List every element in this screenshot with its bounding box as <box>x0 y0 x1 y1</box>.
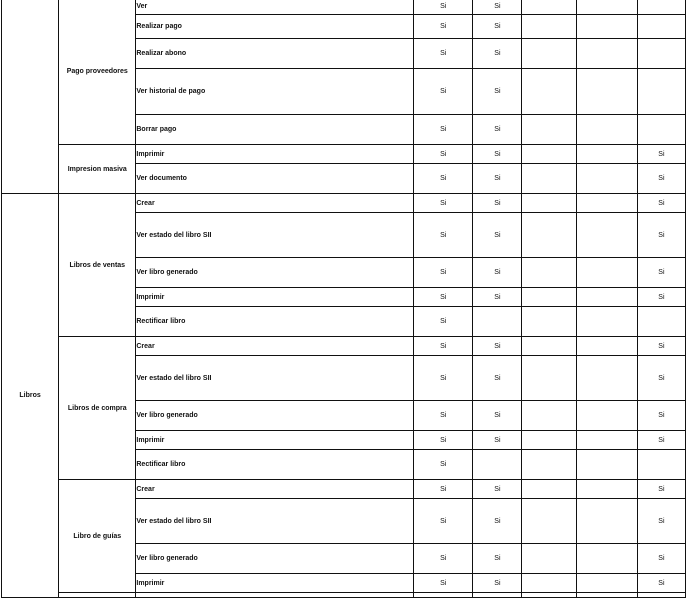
permission-cell-p3 <box>522 145 576 164</box>
permission-cell-p4 <box>576 145 637 164</box>
permission-cell-p3 <box>522 115 576 145</box>
permission-cell-p2: Si <box>473 213 522 258</box>
table-row <box>2 0 686 15</box>
permission-cell-p1: Si <box>414 15 473 39</box>
permission-cell-p3 <box>522 401 576 431</box>
permission-cell-p4 <box>576 431 637 450</box>
permission-cell-p4 <box>576 480 637 499</box>
permission-cell-p4 <box>576 574 637 593</box>
permission-cell-p1: Si <box>414 194 473 213</box>
empty-cell <box>637 593 685 598</box>
permission-cell-p1: Si <box>414 0 473 15</box>
empty-cell <box>522 593 576 598</box>
permission-cell-p5: Si <box>637 431 685 450</box>
empty-cell <box>414 593 473 598</box>
permission-cell-p5: Si <box>637 544 685 574</box>
permission-cell-p2: Si <box>473 480 522 499</box>
action-cell: Ver <box>136 0 414 15</box>
permission-cell-p4 <box>576 356 637 401</box>
permission-cell-p2: Si <box>473 258 522 288</box>
submodule-cell: Libro de guías <box>59 480 136 593</box>
permission-cell-p3 <box>522 499 576 544</box>
action-cell: Ver estado del libro SII <box>136 213 414 258</box>
action-cell: Crear <box>136 337 414 356</box>
action-cell: Ver documento <box>136 164 414 194</box>
permission-cell-p1: Si <box>414 401 473 431</box>
empty-cell <box>576 593 637 598</box>
permission-cell-p3 <box>522 356 576 401</box>
action-cell: Ver estado del libro SII <box>136 356 414 401</box>
permission-cell-p1: Si <box>414 544 473 574</box>
permission-cell-p4 <box>576 288 637 307</box>
permission-cell-p2: Si <box>473 356 522 401</box>
permission-cell-p1: Si <box>414 356 473 401</box>
permission-cell-p3 <box>522 15 576 39</box>
permission-cell-p5: Si <box>637 401 685 431</box>
permission-cell-p4 <box>576 164 637 194</box>
permission-cell-p3 <box>522 307 576 337</box>
permission-cell-p4 <box>576 401 637 431</box>
table-row <box>2 337 686 356</box>
action-cell: Ver historial de pago <box>136 69 414 115</box>
permissions-table <box>1 0 686 598</box>
permission-cell-p4 <box>576 69 637 115</box>
permission-cell-p1: Si <box>414 258 473 288</box>
permission-cell-p5: Si <box>637 258 685 288</box>
module-cell: Libros <box>2 194 59 598</box>
action-cell: Imprimir <box>136 145 414 164</box>
permission-cell-p2: Si <box>473 544 522 574</box>
permission-cell-p5 <box>637 69 685 115</box>
permission-cell-p1: Si <box>414 164 473 194</box>
permission-cell-p2: Si <box>473 574 522 593</box>
permission-cell-p2 <box>473 307 522 337</box>
permission-cell-p5: Si <box>637 288 685 307</box>
permission-cell-p3 <box>522 258 576 288</box>
permission-cell-p2: Si <box>473 115 522 145</box>
permission-cell-p4 <box>576 337 637 356</box>
permission-cell-p5: Si <box>637 164 685 194</box>
permissions-table-body <box>2 0 686 598</box>
permission-cell-p2: Si <box>473 15 522 39</box>
action-cell: Borrar pago <box>136 115 414 145</box>
action-cell: Imprimir <box>136 431 414 450</box>
permission-cell-p3 <box>522 544 576 574</box>
table-row <box>2 194 686 213</box>
permission-cell-p3 <box>522 69 576 115</box>
permission-cell-p2: Si <box>473 401 522 431</box>
permission-cell-p2: Si <box>473 0 522 15</box>
permission-cell-p4 <box>576 0 637 15</box>
permission-cell-p3 <box>522 213 576 258</box>
permission-cell-p2: Si <box>473 164 522 194</box>
permission-cell-p1: Si <box>414 431 473 450</box>
permission-cell-p1: Si <box>414 213 473 258</box>
action-cell: Realizar abono <box>136 39 414 69</box>
permission-cell-p4 <box>576 115 637 145</box>
permission-cell-p3 <box>522 337 576 356</box>
permission-cell-p1: Si <box>414 499 473 544</box>
table-row <box>2 145 686 164</box>
permission-cell-p2: Si <box>473 431 522 450</box>
action-cell: Rectificar libro <box>136 307 414 337</box>
permission-cell-p5: Si <box>637 145 685 164</box>
action-cell: Crear <box>136 194 414 213</box>
permission-cell-p1: Si <box>414 480 473 499</box>
permission-cell-p3 <box>522 431 576 450</box>
permission-cell-p1: Si <box>414 115 473 145</box>
permission-cell-p5 <box>637 307 685 337</box>
permission-cell-p1: Si <box>414 337 473 356</box>
action-cell: Rectificar libro <box>136 450 414 480</box>
permission-cell-p5: Si <box>637 356 685 401</box>
permission-cell-p4 <box>576 307 637 337</box>
permission-cell-p2 <box>473 450 522 480</box>
permission-cell-p2: Si <box>473 145 522 164</box>
permission-cell-p3 <box>522 480 576 499</box>
permission-cell-p3 <box>522 194 576 213</box>
table-row <box>2 480 686 499</box>
action-cell: Imprimir <box>136 574 414 593</box>
submodule-cell: Libros de ventas <box>59 194 136 337</box>
action-cell: Imprimir <box>136 288 414 307</box>
table-row <box>2 593 686 598</box>
module-cell <box>2 0 59 194</box>
permission-cell-p4 <box>576 213 637 258</box>
permission-cell-p5: Si <box>637 574 685 593</box>
permission-cell-p5: Si <box>637 499 685 544</box>
permission-cell-p4 <box>576 544 637 574</box>
action-cell: Realizar pago <box>136 15 414 39</box>
permission-cell-p3 <box>522 450 576 480</box>
permission-cell-p4 <box>576 258 637 288</box>
permission-cell-p4 <box>576 39 637 69</box>
permission-cell-p5: Si <box>637 194 685 213</box>
permission-cell-p4 <box>576 15 637 39</box>
permission-cell-p1: Si <box>414 69 473 115</box>
permission-cell-p1: Si <box>414 307 473 337</box>
permission-cell-p5 <box>637 15 685 39</box>
action-cell: Ver estado del libro SII <box>136 499 414 544</box>
empty-cell <box>136 593 414 598</box>
permission-cell-p2: Si <box>473 39 522 69</box>
permission-cell-p4 <box>576 499 637 544</box>
permission-cell-p5: Si <box>637 480 685 499</box>
action-cell: Ver libro generado <box>136 544 414 574</box>
action-cell: Ver libro generado <box>136 258 414 288</box>
permission-cell-p5 <box>637 450 685 480</box>
empty-cell <box>473 593 522 598</box>
action-cell: Crear <box>136 480 414 499</box>
permission-cell-p3 <box>522 164 576 194</box>
permission-cell-p3 <box>522 0 576 15</box>
permission-cell-p1: Si <box>414 39 473 69</box>
permission-cell-p5 <box>637 115 685 145</box>
permission-cell-p1: Si <box>414 145 473 164</box>
permission-cell-p5 <box>637 0 685 15</box>
permission-cell-p3 <box>522 574 576 593</box>
permission-cell-p1: Si <box>414 288 473 307</box>
permission-cell-p1: Si <box>414 574 473 593</box>
empty-cell <box>59 593 136 598</box>
permission-cell-p1: Si <box>414 450 473 480</box>
permission-cell-p2: Si <box>473 69 522 115</box>
permission-cell-p4 <box>576 450 637 480</box>
submodule-cell: Pago proveedores <box>59 0 136 145</box>
submodule-cell: Libros de compra <box>59 337 136 480</box>
permission-cell-p2: Si <box>473 337 522 356</box>
permission-cell-p3 <box>522 288 576 307</box>
action-cell: Ver libro generado <box>136 401 414 431</box>
permission-cell-p2: Si <box>473 288 522 307</box>
submodule-cell: Impresion masiva <box>59 145 136 194</box>
permission-cell-p5 <box>637 39 685 69</box>
permission-cell-p4 <box>576 194 637 213</box>
permission-cell-p2: Si <box>473 194 522 213</box>
permission-cell-p5: Si <box>637 213 685 258</box>
permission-cell-p3 <box>522 39 576 69</box>
permission-cell-p5: Si <box>637 337 685 356</box>
permission-cell-p2: Si <box>473 499 522 544</box>
